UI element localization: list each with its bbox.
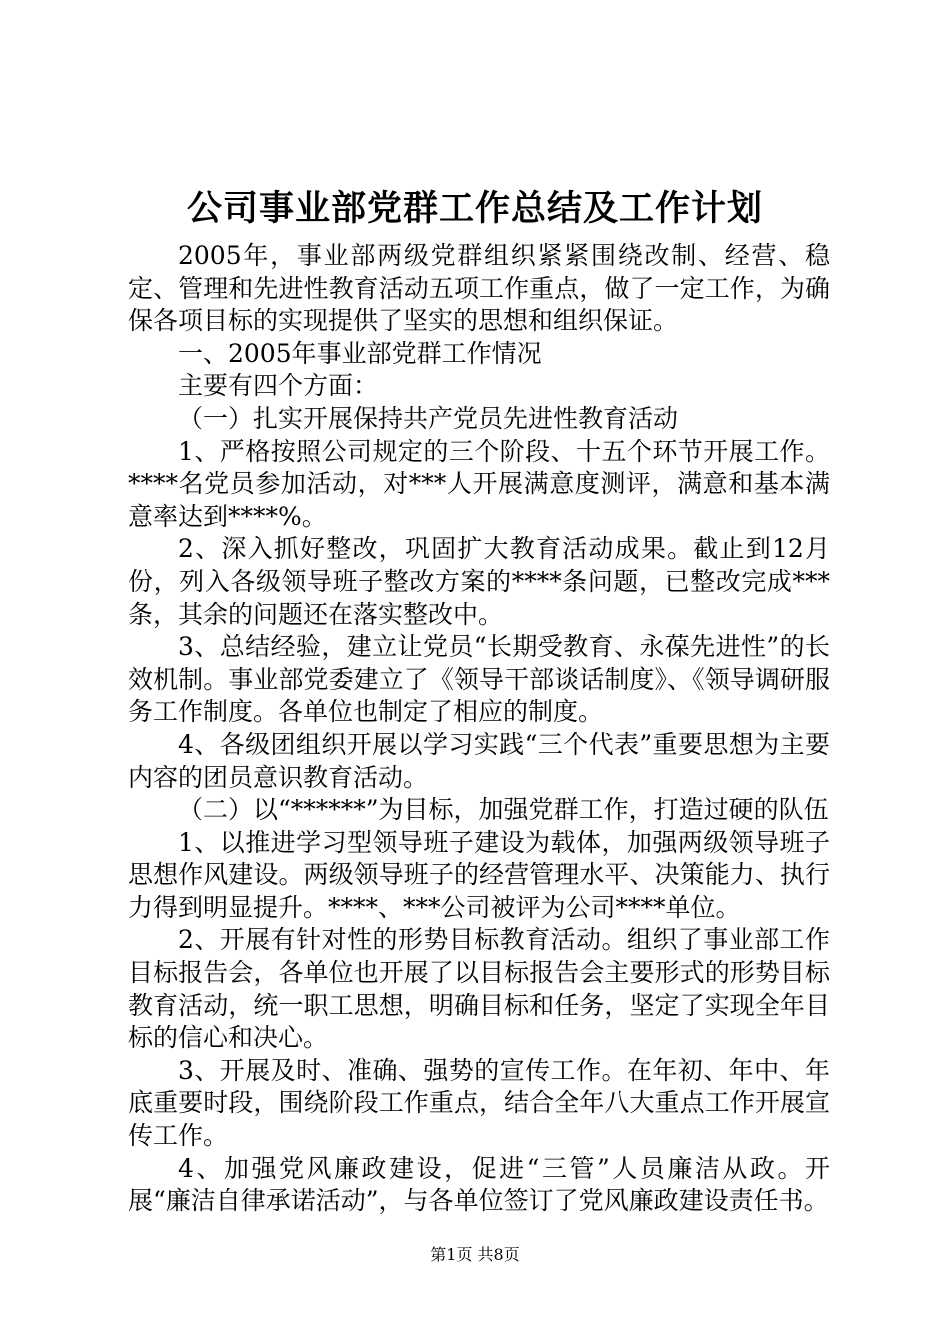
document-title: 公司事业部党群工作总结及工作计划 [186,188,763,229]
paragraph: 3、总结经验，建立让党员“长期受教育、永葆先进性”的长效机制。事业部党委建立了《领导干部谈话制度》、《领导调研服务工作制度。各单位也制定了相应的制度。 [128,632,830,727]
paragraph: 3、开展及时、准确、强势的宣传工作。在年初、年中、年底重要时段，围绕阶段工作重点，结合全年八大重点工作开展宣传工作。 [128,1055,830,1151]
paragraph: 4、各级团组织开展以学习实践“三个代表”重要思想为主要内容的团员意识教育活动。 [128,729,830,792]
paragraph: 2005年，事业部两级党群组织紧紧围绕改制、经营、稳定、管理和先进性教育活动五项工作重点，做了一定工作，为确保各项目标的实现提供了坚实的思想和组织保证。 [128,241,830,336]
document-body [128,240,830,1218]
paragraph: 2、开展有针对性的形势目标教育活动。组织了事业部工作目标报告会，各单位也开展了以目标报告会主要形式的形势目标教育活动，统一职工思想，明确目标和任务，坚定了实现全年目标的信心和决心。 [128,925,830,1053]
subsection-heading: （二）以“******”为目标，加强党群工作，打造过硬的队伍 [178,795,829,825]
paragraph: 主要有四个方面： [178,371,379,401]
subsection-heading: （一）扎实开展保持共产党员先进性教育活动 [178,403,679,433]
paragraph: 1、严格按照公司规定的三个阶段、十五个环节开展工作。****名党员参加活动，对***人开展满意度测评，满意和基本满意率达到****%。 [128,436,830,531]
paragraph: 2、深入抓好整改，巩固扩大教育活动成果。截止到12月份，列入各级领导班子整改方案的****条问题，已整改完成***条，其余的问题还在落实整改中。 [128,534,830,629]
paragraph: 1、以推进学习型领导班子建设为载体，加强两级领导班子思想作风建设。两级领导班子的经营管理水平、决策能力、执行力得到明显提升。****、***公司被评为公司****单位。 [128,827,830,922]
section-heading: 一、2005年事业部党群工作情况 [178,338,542,368]
page-footer: 第1页 共8页 [430,1245,520,1264]
paragraph: 4、加强党风廉政建设，促进“三管”人员廉洁从政。开展“廉洁自律承诺活动”，与各单位签订了党风廉政建设责任书。 [128,1153,830,1216]
